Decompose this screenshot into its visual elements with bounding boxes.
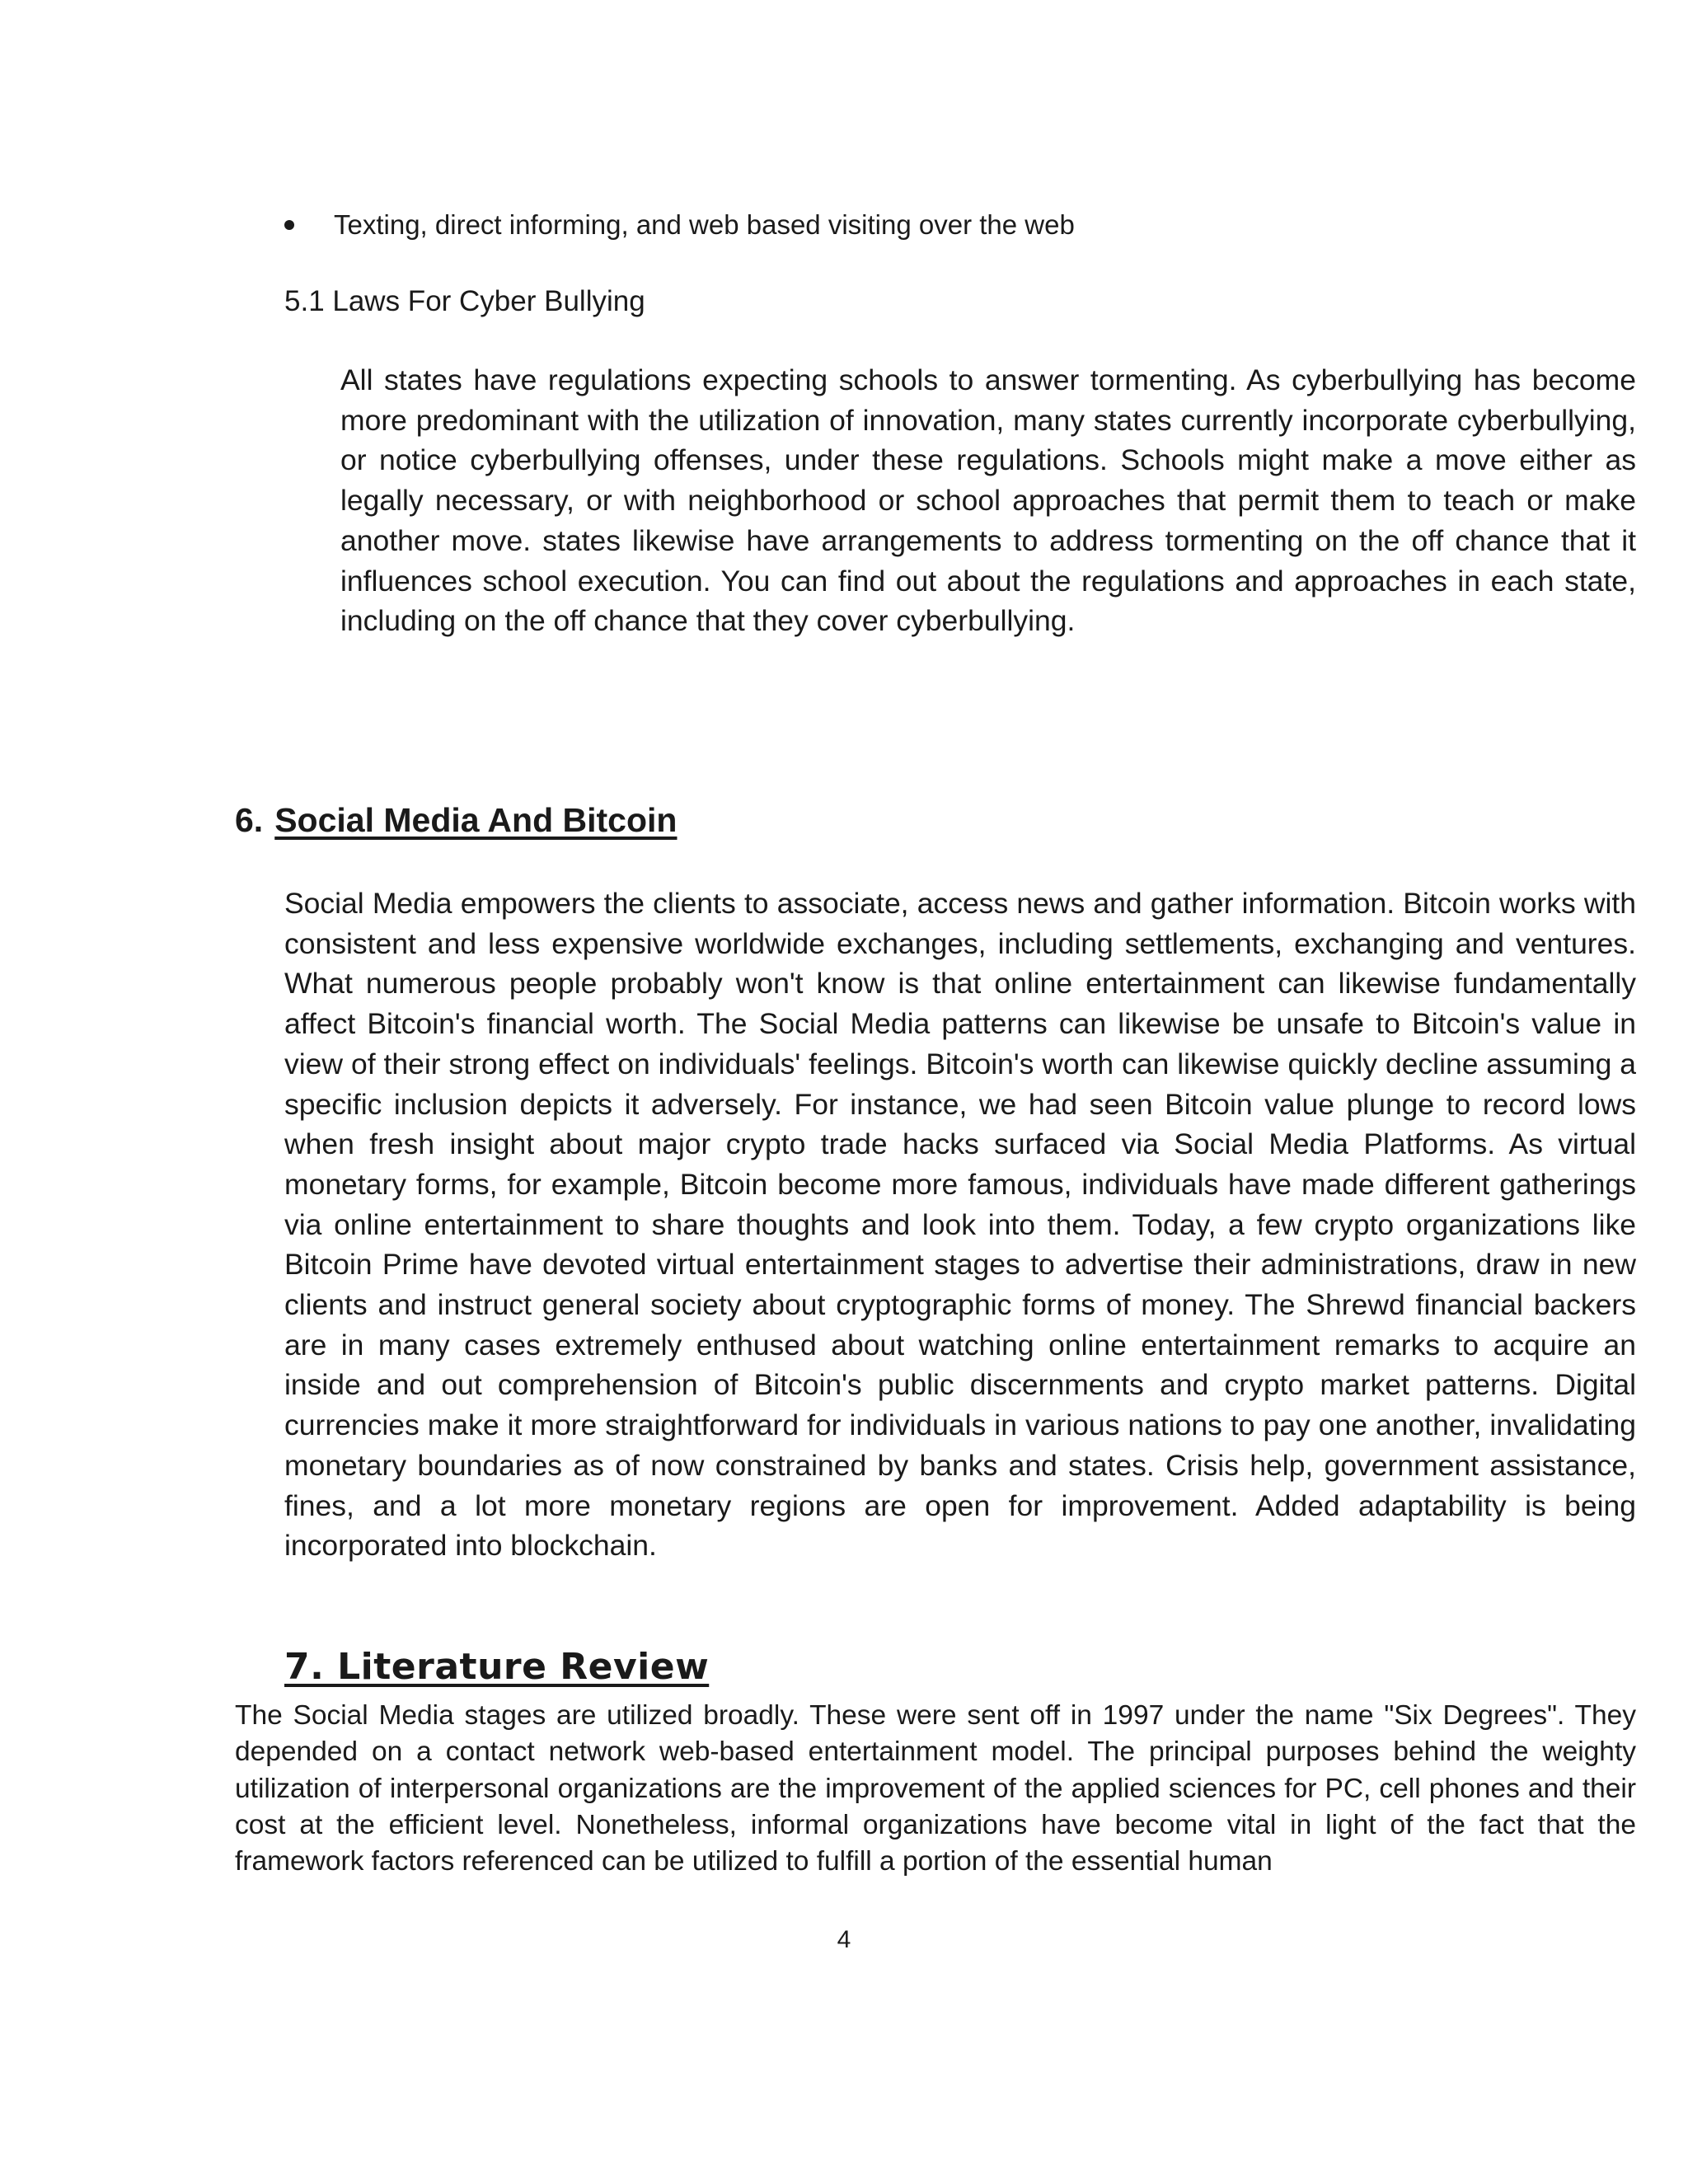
bullet-dot-icon: [284, 220, 294, 230]
bullet-item: [284, 206, 1075, 244]
section-heading-7: 7. Literature Review: [284, 1646, 710, 1688]
paragraph-literature-review: The Social Media stages are utilized broadly. These were sent off in 1997 under the name "Six Degrees". They depended on a contact network web-based entertainment model. The principal purposes behind the weighty utilization of interpersonal organizations are the improvement of the applied sciences for PC, cell phones and their cost at the efficient level. Nonetheless, informal organizations have become vital in light of the fact that the framework factors referenced can be utilized to fulfill a portion of the essential human: [235, 1700, 1636, 1877]
bullet-text: Texting, direct informing, and web based visiting over the web: [334, 209, 1075, 240]
paragraph-social-media-bitcoin: Social Media empowers the clients to associate, access news and gather information. Bitcoin works with consistent and less expensive worldwide exchanges, including settlements, exchanging and ventures. What numerous people probably won't know is that online entertainment can likewise fundamentally affect Bitcoin's financial worth. The Social Media patterns can likewise be unsafe to Bitcoin's value in view of their strong effect on individuals' feelings. Bitcoin's worth can likewise quickly decline assuming a specific inclusion depicts it adversely. For instance, we had seen Bitcoin value plunge to record lows when fresh insight about major crypto trade hacks surfaced via Social Media Platforms. As virtual monetary forms, for example, Bitcoin become more famous, individuals have made different gatherings via online entertainment to share thoughts and look into them. Today, a few crypto organizations like Bitcoin Prime have devoted virtual entertainment stages to advertise their administrations, draw in new clients and instruct general society about cryptographic forms of money. The Shrewd financial backers are in many cases extremely enthused about watching online entertainment remarks to acquire an inside and out comprehension of Bitcoin's public discernments and crypto market patterns. Digital currencies make it more straightforward for individuals in various nations to pay one another, invalidating monetary boundaries as of now constrained by banks and states. Crisis help, government assistance, fines, and a lot more monetary regions are open for improvement. Added adaptability is being incorporated into blockchain.: [284, 887, 1636, 1563]
subsection-heading-5-1: 5.1 Laws For Cyber Bullying: [284, 285, 645, 317]
section-title: Social Media And Bitcoin: [274, 801, 678, 839]
section-number: 6.: [235, 801, 264, 839]
page-number: 4: [837, 1926, 851, 1953]
section-heading-6: [235, 798, 677, 842]
paragraph-cyber-bullying-laws: All states have regulations expecting schools to answer tormenting. As cyberbullying has become more predominant with the utilization of innovation, many states currently incorporate cyberbullying, or notice cyberbullying offenses, under these regulations. Schools might make a move either as legally necessary, or with neighborhood or school approaches that permit them to teach or make another move. states likewise have arrangements to address tormenting on the off chance that it influences school execution. You can find out about the regulations and approaches in each state, including on the off chance that they cover cyberbullying.: [340, 363, 1636, 638]
